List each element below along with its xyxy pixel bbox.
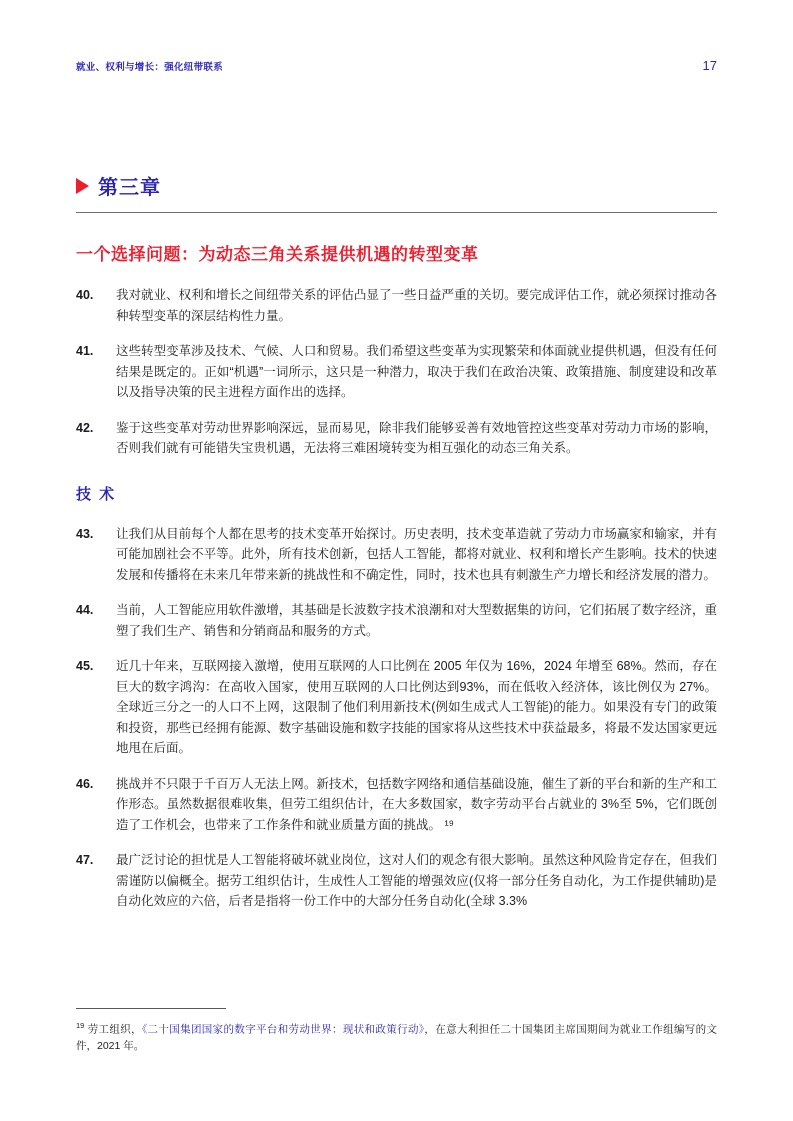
paragraph-number: 44.: [76, 603, 94, 617]
paragraph: [76, 524, 717, 586]
chapter-title: 第三章: [98, 177, 161, 199]
running-title: 就业、权利与增长：强化纽带联系: [76, 62, 224, 73]
paragraph: [76, 656, 717, 759]
paragraph-text: 当前，人工智能应用软件激增，其基础是长波数字技术浪潮和对大型数据集的访问，它们拓展了数字经济，重塑了我们生产、销售和分销商品和服务的方式。: [116, 603, 717, 638]
paragraph-number: 47.: [76, 853, 94, 867]
paragraph-number: 46.: [76, 776, 94, 791]
paragraph-number: 42.: [76, 420, 94, 435]
page-header: [76, 58, 717, 73]
paragraph-text: 我对就业、权利和增长之间纽带关系的评估凸显了一些日益严重的关切。要完成评估工作，就必须探讨推动各种转型变革的深层结构性力量。: [116, 288, 717, 323]
paragraph-text: 挑战并不只限于千百万人无法上网。新技术，包括数字网络和通信基础设施，催生了新的平台和新的生产和工作形态。虽然数据很难收集，但劳工组织估计，在大多数国家，数字劳动平台占就业的 3%至 5%，它们既创造了工作机会，也带来了工作条件和就业质量方面的挑战。 ¹⁹: [116, 776, 717, 832]
subsection-heading-technology: 技 术: [76, 485, 117, 503]
page-number: 17: [702, 58, 717, 73]
paragraph-text: 这些转型变革涉及技术、气候、人口和贸易。我们希望这些变革为实现繁荣和体面就业提供机遇，但没有任何结果是既定的。正如“机遇”一词所示，这只是一种潜力，取决于我们在政治决策、政策措施、制度建设和改革以及指导决策的民主进程方面作出的选择。: [116, 344, 717, 399]
paragraph-text: 鉴于这些变革对劳动世界影响深远，显而易见，除非我们能够妥善有效地管控这些变革对劳动力市场的影响，否则我们就有可能错失宝贵机遇，无法将三难困境转变为相互强化的动态三角关系。: [116, 420, 717, 455]
footnote-divider: [76, 1008, 226, 1009]
paragraph-number: 41.: [76, 344, 94, 358]
paragraph: [76, 600, 717, 641]
section-main-title: 一个选择问题：为动态三角关系提供机遇的转型变革: [76, 245, 479, 264]
footnote-marker: 19: [76, 1021, 85, 1030]
chapter-heading: [76, 171, 717, 213]
paragraph-list-technology: [76, 524, 717, 912]
paragraph: [76, 418, 717, 459]
paragraph-text: 让我们从目前每个人都在思考的技术变革开始探讨。历史表明，技术变革造就了劳动力市场赢家和输家，并有可能加剧社会不平等。此外，所有技术创新，包括人工智能，都将对就业、权利和增长产生影响。技术的快速发展和传播将在未来几年带来新的挑战性和不确定性，同时，技术也具有刺激生产力增长和经济发展的潜力。: [116, 526, 717, 582]
paragraph-number: 40.: [76, 288, 94, 302]
paragraph-text: 最广泛讨论的担忧是人工智能将破坏就业岗位，这对人们的观念有很大影响。虽然这种风险肯定存在，但我们需谨防以偏概全。据劳工组织估计，生成性人工智能的增强效应(仅将一部分任务自动化，为工作提供辅助)是自动化效应的六倍，后者是指将一份工作中的大部分任务自动化(全球 3.3%: [116, 853, 717, 908]
paragraph: [76, 341, 717, 403]
paragraph: [76, 285, 717, 326]
paragraph-list-intro: [76, 285, 717, 459]
paragraph: [76, 850, 717, 912]
footnote: [76, 1018, 717, 1055]
paragraph-text: 近几十年来，互联网接入激增，使用互联网的人口比例在 2005 年仅为 16%，2024 年增至 68%。然而，存在巨大的数字鸿沟：在高收入国家，使用互联网的人口比例达到93%，而在低收入经济体，该比例仅为 27%。全球近三分之一的人口不上网，这限制了他们利用新技术(例如生成式人工智能)的能力。如果没有专门的政策和投资，那些已经拥有能源、数字基础设施和数字技能的国家将从这些技术中获益最多，将最不发达国家更远地甩在后面。: [116, 659, 717, 755]
paragraph: [76, 774, 717, 836]
paragraph-number: 45.: [76, 659, 94, 673]
footnote-text-pre: 劳工组织，: [87, 1023, 142, 1036]
paragraph-number: 43.: [76, 526, 94, 541]
chapter-marker-triangle-icon: [76, 178, 89, 194]
footnote-link[interactable]: 《二十国集团国家的数字平台和劳动世界：现状和政策行动》: [141, 1023, 425, 1036]
footnote-text-post: ，在意大利担任二十国集团主席国期间为就业工作组编写的文件，2021 年。: [76, 1023, 718, 1052]
footnote-area: [76, 1008, 717, 1055]
